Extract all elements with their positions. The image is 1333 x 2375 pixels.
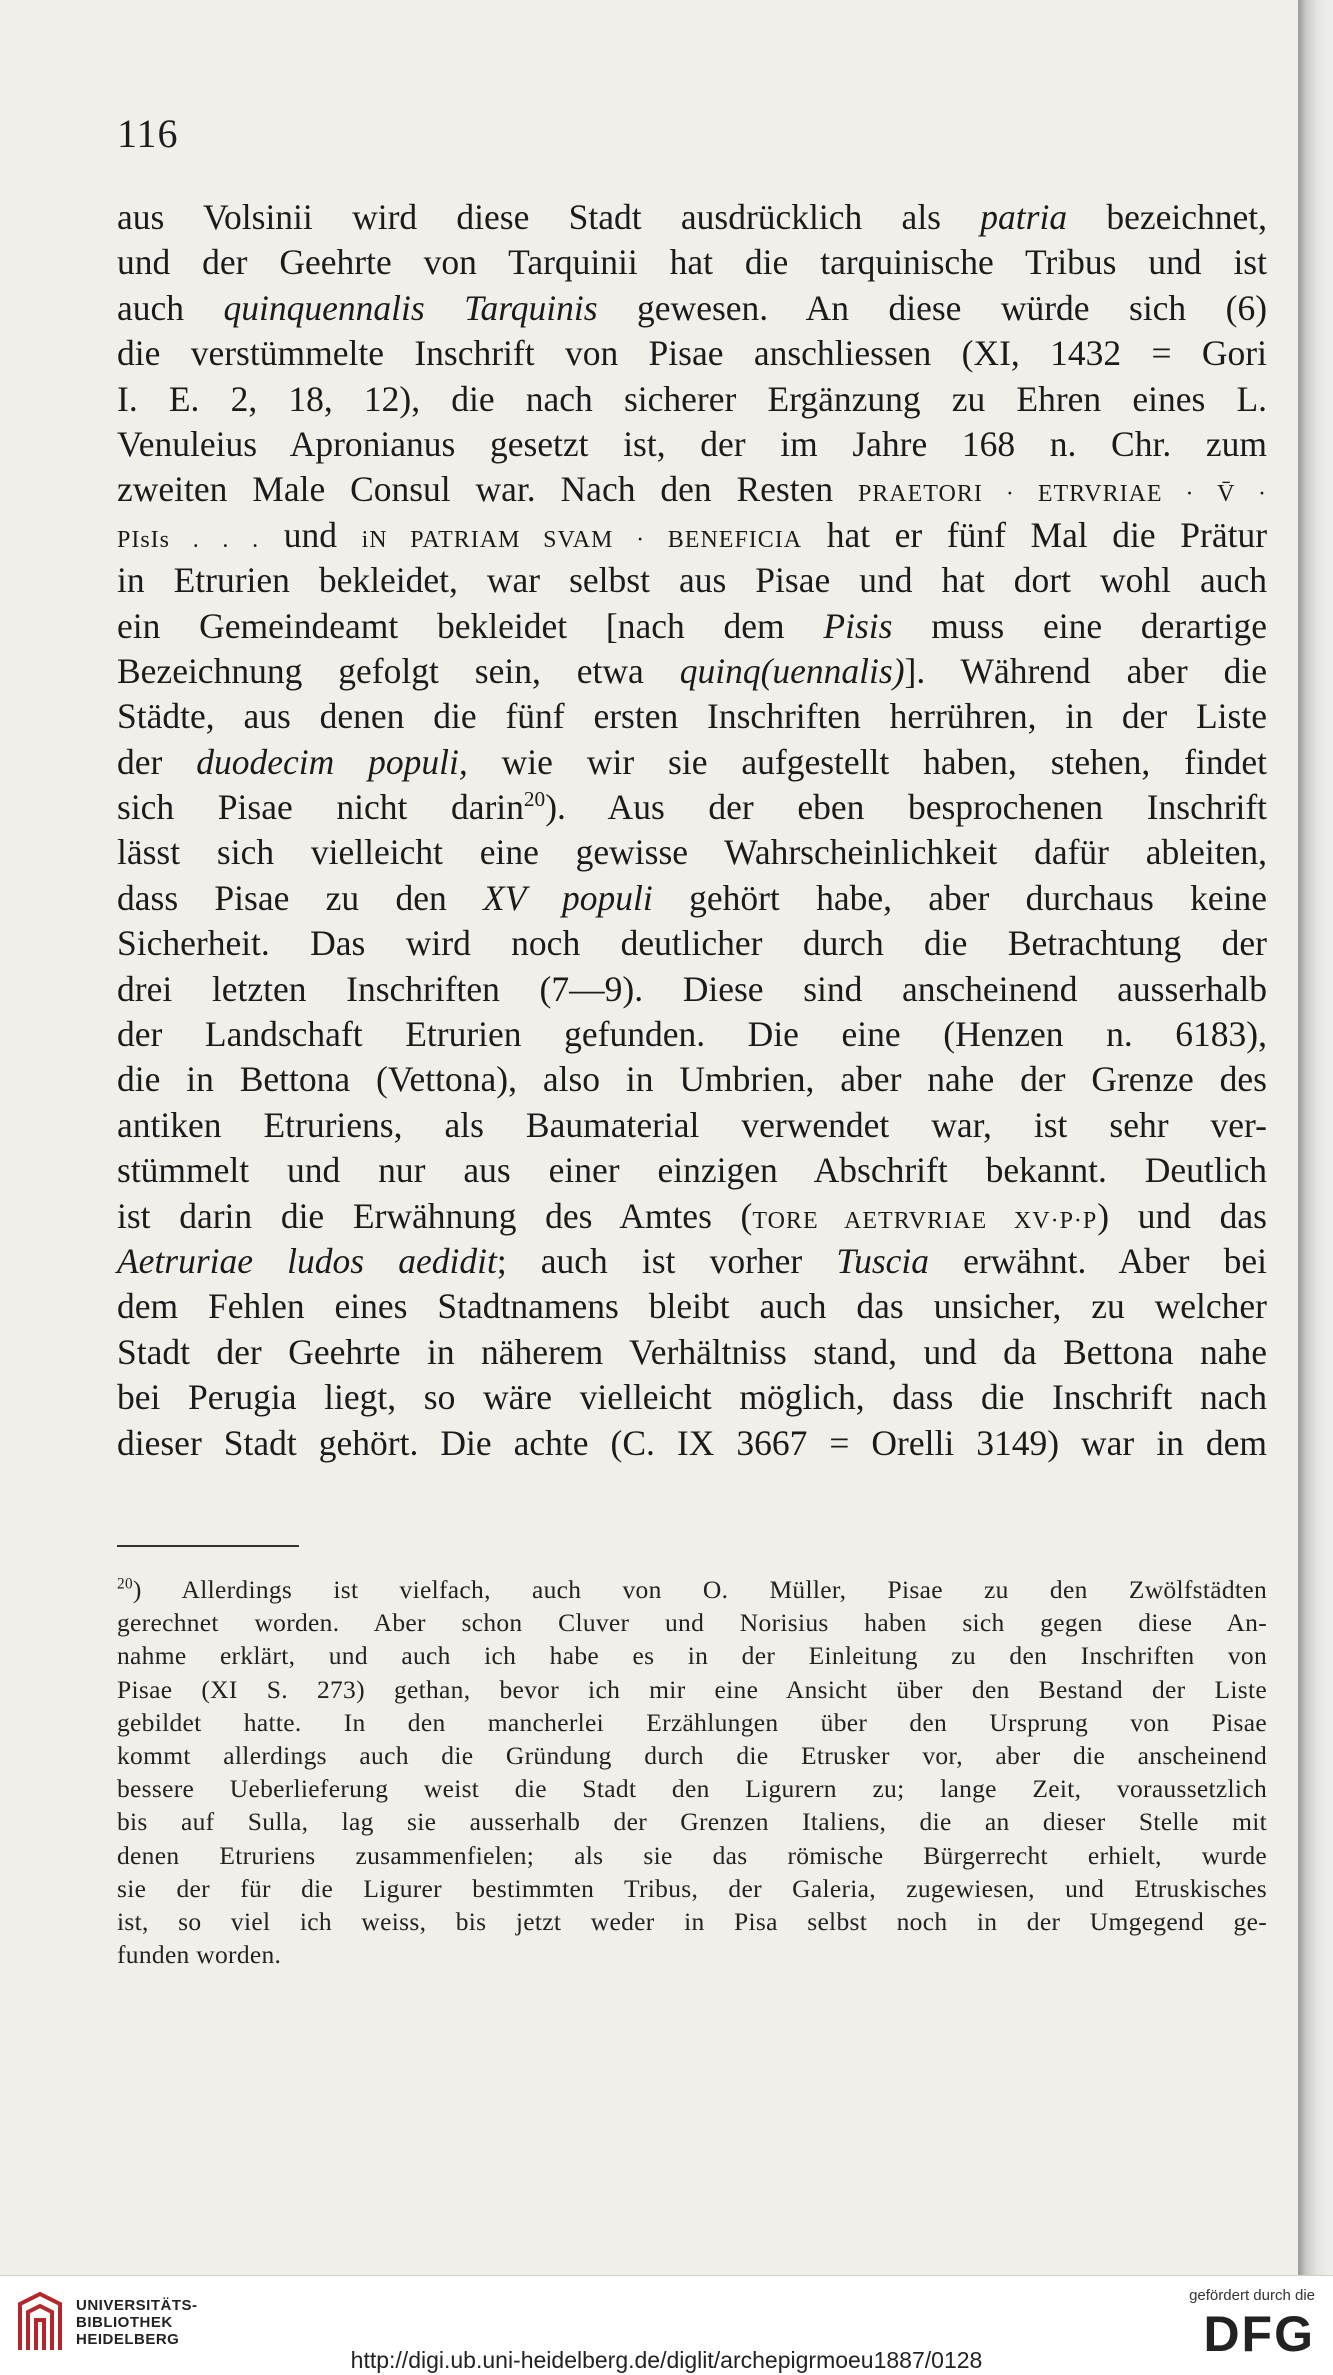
footnote_lines-segment: denen Etruriens zusammenfielen; als sie das römische Bürgerrecht erhielt, wurde: [117, 1840, 1267, 1870]
body_lines-segment: die in Bettona (Vettona), also in Umbrien, aber nahe der Grenze des: [117, 1059, 1267, 1100]
body_lines-line: [117, 467, 1267, 512]
body_lines-segment: ; auch ist vorher: [496, 1240, 837, 1281]
body_lines-segment: und: [259, 514, 362, 555]
dfg-logo: DFG: [1203, 2306, 1315, 2362]
body_lines-line: [117, 604, 1267, 649]
body_lines-line: [117, 1012, 1267, 1057]
page-number: 116: [117, 111, 179, 156]
body_lines-segment: ). Aus der eben besprochenen Inschrift: [545, 787, 1267, 828]
body_lines-segment: XV populi: [483, 877, 653, 918]
body_lines-segment: aus Volsinii wird diese Stadt ausdrücklich als: [117, 197, 981, 237]
body_lines-segment: gewesen. An diese würde sich (6): [597, 287, 1268, 328]
body_lines-segment: sich Pisae nicht darin: [117, 787, 524, 828]
body_lines-segment: quinquennalis Tarquinis: [223, 287, 598, 328]
body_lines-segment: ist darin die Erwähnung des Amtes (: [117, 1195, 753, 1236]
body_lines-segment: die verstümmelte Inschrift von Pisae anschliessen (XI, 1432 = Gori: [117, 333, 1267, 374]
library-line-3: HEIDELBERG: [76, 2331, 180, 2348]
body_lines-line: [117, 1421, 1267, 1466]
footnote_lines-segment: ist, so viel ich weiss, bis jetzt weder in Pisa selbst noch in der Umgegend ge-: [117, 1906, 1267, 1936]
permalink-url[interactable]: http://digi.ub.uni-heidelberg.de/diglit/archepigrmoeu1887/0128: [350, 2347, 983, 2373]
footnote_lines-segment: funden worden.: [117, 1940, 282, 1970]
footnote_lines-segment: sie der für die Ligurer bestimmten Tribus, der Galeria, zugewiesen, und Etruskisches: [117, 1873, 1267, 1903]
footnote_lines-line: [117, 1805, 1267, 1838]
footnote_lines-line: [117, 1739, 1267, 1772]
body_lines-line: [117, 331, 1267, 376]
body_lines-line: [117, 876, 1267, 921]
footnote-rule: [117, 1545, 299, 1547]
body_lines-segment: PIsIs . . .: [117, 526, 260, 553]
body_lines-line: [117, 694, 1267, 739]
body_lines-segment: auch: [117, 287, 224, 328]
footnote_lines-segment: bessere Ueberlieferung weist die Stadt den Ligurern zu; lange Zeit, voraussetzlich: [117, 1774, 1267, 1804]
body_lines-segment: TORE AETRVRIAE XV·P·P: [752, 1207, 1098, 1234]
footnote_lines-line: [117, 1639, 1267, 1672]
body_lines-line: [117, 785, 1267, 830]
footnote_lines-line: [117, 1938, 1267, 1971]
body_lines-segment: Tuscia: [836, 1240, 930, 1281]
body_lines-line: [117, 921, 1267, 966]
funding-credit[interactable]: [1189, 2287, 1315, 2360]
footnote_lines-segment: gerechnet worden. Aber schon Cluver und Norisius haben sich gegen diese An-: [117, 1608, 1267, 1638]
body_lines-line: [117, 740, 1267, 785]
body_lines-line: [117, 377, 1267, 422]
body_lines-segment: dem Fehlen eines Stadtnamens bleibt auch das unsicher, zu welcher: [117, 1286, 1267, 1327]
body_lines-segment: bezeichnet,: [1067, 197, 1267, 237]
funding-note: gefördert durch die: [1189, 2287, 1315, 2304]
library-line-1: UNIVERSITÄTS-: [76, 2297, 198, 2314]
footnote: [117, 1573, 1267, 1971]
body_lines-line: [117, 1375, 1267, 1420]
body_lines-segment: dieser Stadt gehört. Die achte (C. IX 3667 = Orelli 3149) war in dem: [117, 1422, 1267, 1463]
body_lines-segment: Venuleius Apronianus gesetzt ist, der im Jahre 168 n. Chr. zum: [117, 423, 1267, 464]
body_lines-segment: muss eine derartige: [892, 605, 1267, 646]
footnote_lines-segment: Pisae (XI S. 273) gethan, bevor ich mir eine Ansicht über den Bestand der Liste: [117, 1674, 1267, 1704]
footnote_lines-line: [117, 1772, 1267, 1805]
body_lines-segment: lässt sich vielleicht eine gewisse Wahrscheinlichkeit dafür ableiten,: [117, 832, 1267, 873]
body_lines-line: [117, 1284, 1267, 1329]
body_lines-segment: erwähnt. Aber bei: [929, 1240, 1267, 1281]
body_lines-segment: I. E. 2, 18, 12), die nach sicherer Ergänzung zu Ehren eines L.: [117, 378, 1267, 419]
body_lines-line: [117, 1239, 1267, 1284]
body_lines-segment: duodecim populi,: [196, 741, 468, 782]
body_lines-segment: hat er fünf Mal die Prätur: [802, 514, 1268, 555]
footnote_lines-line: [117, 1872, 1267, 1905]
body_lines-segment: dass Pisae zu den: [117, 877, 484, 918]
footnote_lines-line: [117, 1839, 1267, 1872]
body_lines-segment: ]. Während aber die: [904, 650, 1267, 691]
footnote_lines-line: [117, 1673, 1267, 1706]
footnote_lines-line: [117, 1573, 1267, 1606]
library-name[interactable]: [76, 2297, 198, 2348]
body_lines-segment: zweiten Male Consul war. Nach den Resten: [117, 469, 858, 510]
footnote_lines-segment: bis auf Sulla, lag sie ausserhalb der Grenzen Italiens, die an dieser Stelle mit: [117, 1807, 1267, 1837]
body_lines-segment: der Landschaft Etrurien gefunden. Die eine (Henzen n. 6183),: [117, 1014, 1267, 1055]
body_lines-segment: gehört habe, aber durchaus keine: [652, 877, 1267, 918]
body_lines-line: [117, 1148, 1267, 1193]
body_lines-line: [117, 513, 1267, 558]
body_lines-segment: iN PATRIAM SVAM · BENEFICIA: [361, 526, 803, 553]
body_lines-segment: und der Geehrte von Tarquinii hat die tarquinische Tribus und ist: [117, 242, 1267, 283]
body_lines-line: [117, 195, 1267, 240]
body_lines-segment: Bezeichnung gefolgt sein, etwa: [117, 650, 680, 691]
body_lines-line: [117, 558, 1267, 603]
footnote_lines-segment: kommt allerdings auch die Gründung durch die Etrusker vor, aber die anscheinend: [117, 1740, 1267, 1770]
body_lines-segment: Städte, aus denen die fünf ersten Inschriften herrühren, in der Liste: [117, 696, 1267, 737]
body_lines-segment: antiken Etruriens, als Baumaterial verwendet war, ist sehr ver-: [117, 1104, 1267, 1145]
footnote_lines-segment: 20: [117, 1575, 133, 1593]
body_lines-line: [117, 240, 1267, 285]
footnote_lines-segment: nahme erklärt, und auch ich habe es in der Einleitung zu den Inschriften von: [117, 1641, 1267, 1671]
body_lines-segment: in Etrurien bekleidet, war selbst aus Pisae und hat dort wohl auch: [117, 560, 1267, 601]
body_lines-line: [117, 286, 1267, 331]
page-edge-shadow: [1298, 0, 1333, 2275]
body_lines-segment: quinq(uennalis): [679, 650, 905, 691]
footnote_lines-line: [117, 1905, 1267, 1938]
body_lines-line: [117, 1103, 1267, 1148]
footnote_lines-segment: gebildet hatte. In den mancherlei Erzählungen über den Ursprung von Pisae: [117, 1707, 1267, 1737]
body_lines-line: [117, 422, 1267, 467]
body_lines-line: [117, 1330, 1267, 1375]
body_lines-line: [117, 967, 1267, 1012]
body_lines-segment: PRAETORI · ETRVRIAE · V̄ ·: [857, 481, 1267, 508]
body_lines-segment: Sicherheit. Das wird noch deutlicher durch die Betrachtung der: [117, 923, 1267, 964]
body_lines-line: [117, 1057, 1267, 1102]
body_lines-segment: wie wir sie aufgestellt haben, stehen, findet: [467, 741, 1267, 782]
body_lines-segment: ein Gemeindeamt bekleidet [nach dem: [117, 605, 824, 646]
body_lines-segment: stümmelt und nur aus einer einzigen Abschrift bekannt. Deutlich: [117, 1150, 1267, 1191]
body_lines-line: [117, 830, 1267, 875]
body_lines-segment: der: [117, 741, 197, 782]
body_lines-segment: bei Perugia liegt, so wäre vielleicht möglich, dass die Inschrift nach: [117, 1377, 1267, 1418]
footnote_lines-line: [117, 1706, 1267, 1739]
footnote_lines-line: [117, 1606, 1267, 1639]
body_lines-segment: drei letzten Inschriften (7—9). Diese sind anscheinend ausserhalb: [117, 968, 1267, 1009]
footnote_lines-segment: ) Allerdings ist vielfach, auch von O. Müller, Pisae zu den Zwölfstädten: [132, 1575, 1267, 1604]
library-line-2: BIBLIOTHEK: [76, 2314, 173, 2331]
body-text: [117, 195, 1267, 1466]
body_lines-segment: 20: [523, 787, 546, 812]
body_lines-segment: Pisis: [823, 605, 893, 646]
body_lines-segment: Stadt der Geehrte in näherem Verhältniss stand, und da Bettona nahe: [117, 1331, 1267, 1372]
body_lines-segment: Aetruriae ludos aedidit: [117, 1240, 497, 1281]
body_lines-line: [117, 1194, 1267, 1239]
body_lines-segment: ) und das: [1097, 1195, 1267, 1236]
body_lines-line: [117, 649, 1267, 694]
body_lines-segment: patria: [980, 197, 1068, 237]
